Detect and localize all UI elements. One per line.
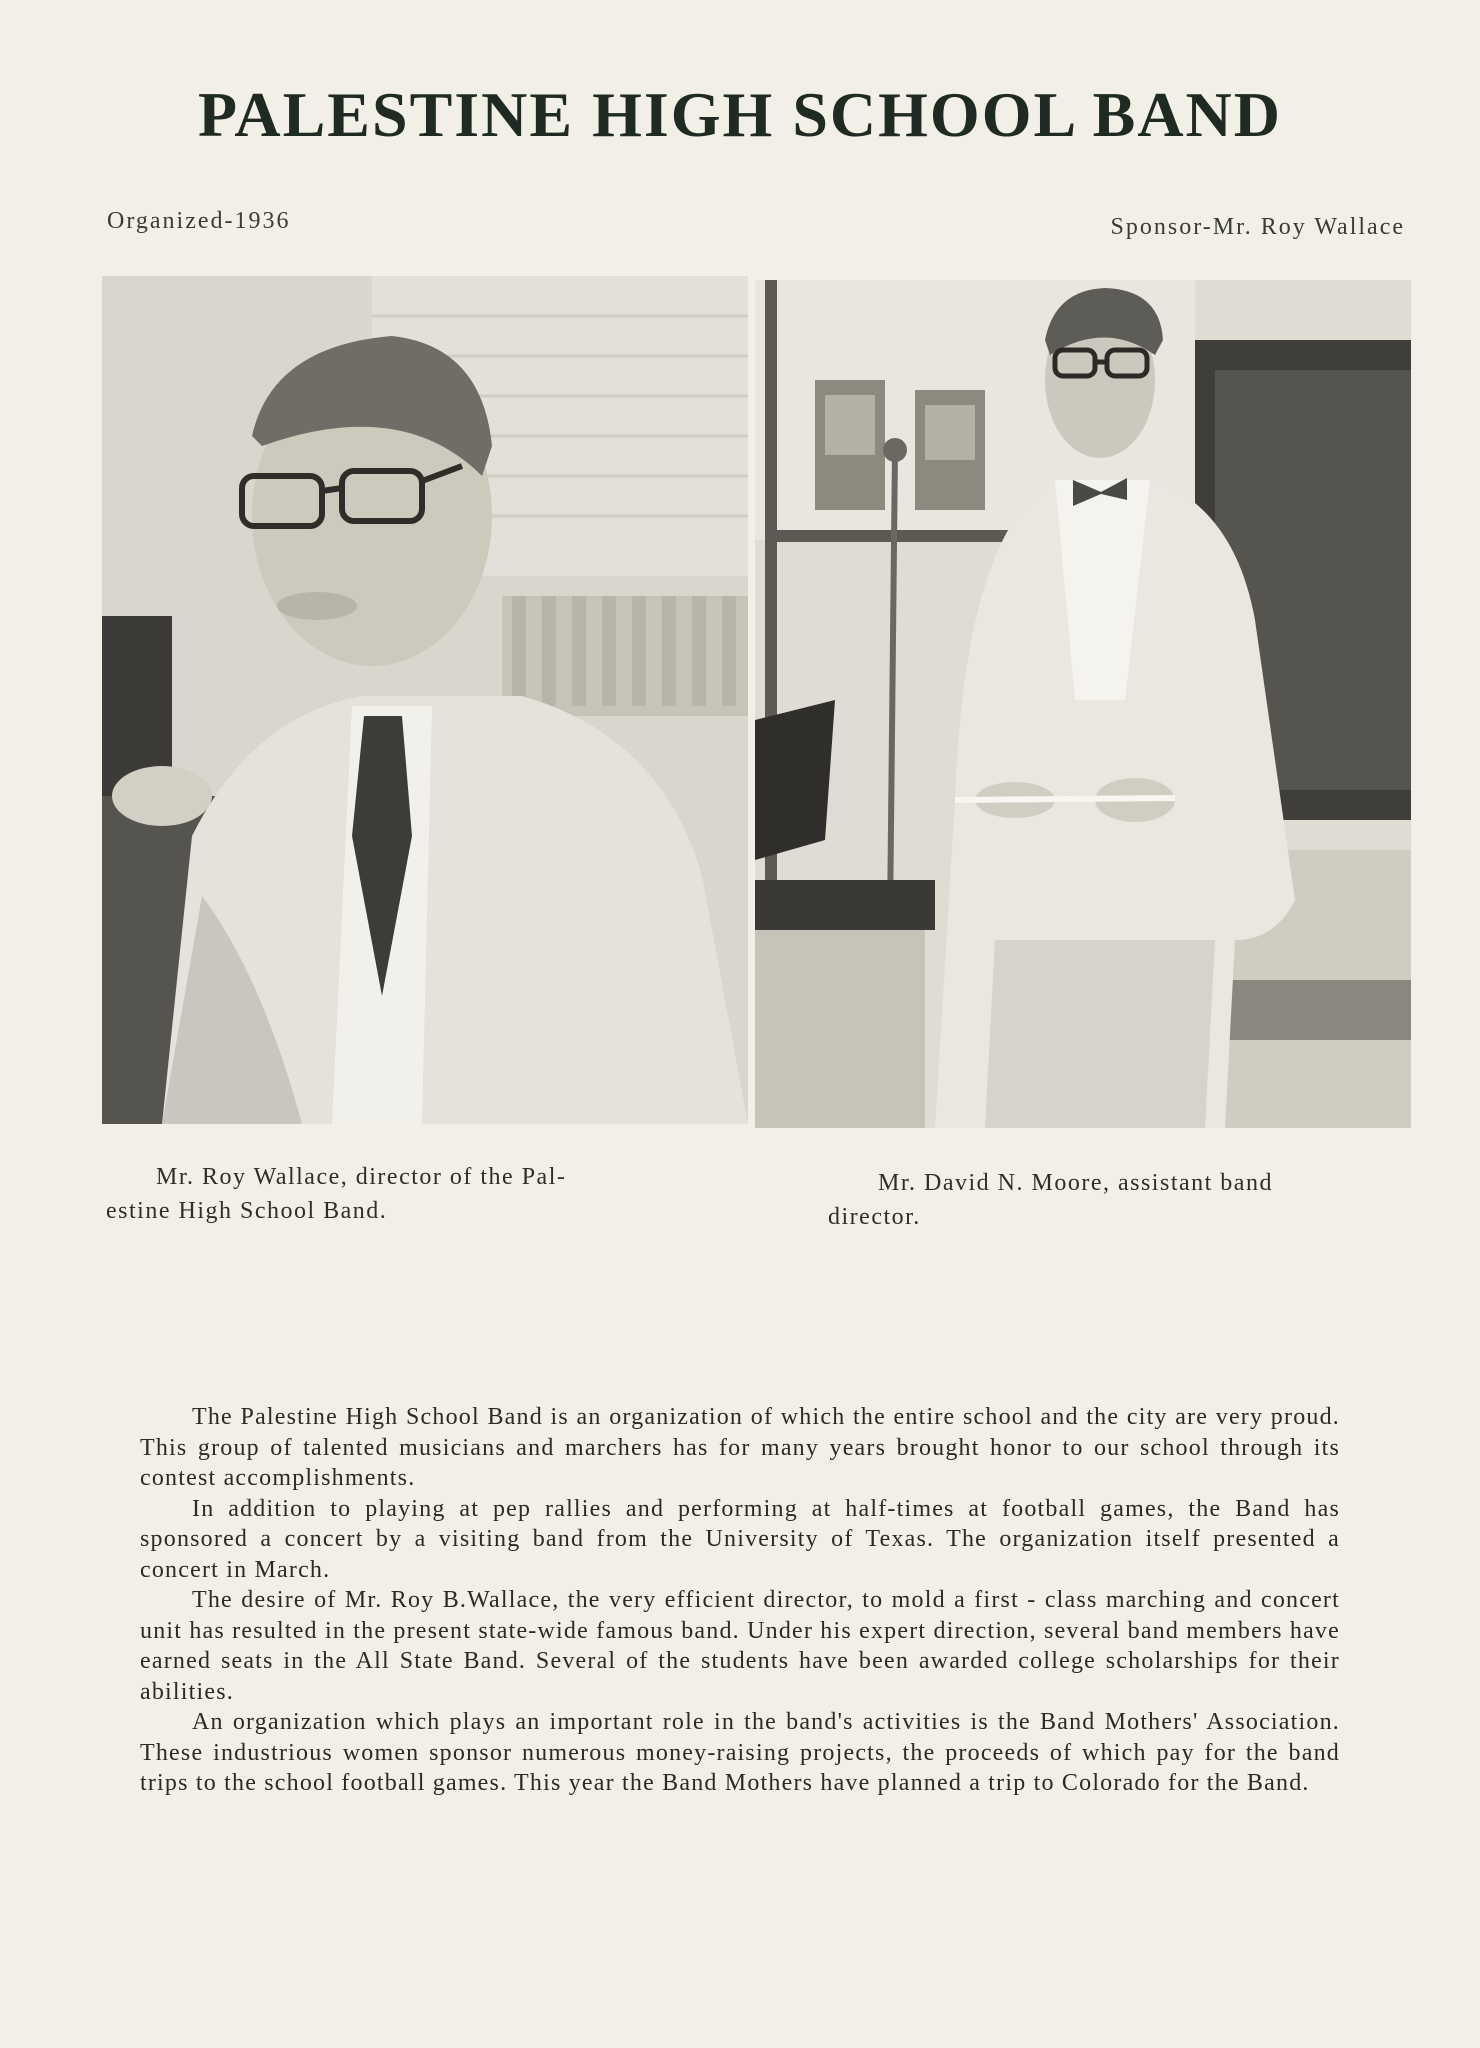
sponsor-line: Sponsor-Mr. Roy Wallace (1110, 214, 1405, 240)
caption-director (106, 1160, 726, 1228)
caption-assistant (828, 1166, 1408, 1234)
paragraph: In addition to playing at pep rallies and performing at half-times at football games, the Band has sponsored a concert by a visiting band from the University of Texas. The organization itself presented a concert in March. (140, 1495, 1340, 1583)
caption-assistant-line2: director. (828, 1204, 921, 1230)
page-title: PALESTINE HIGH SCHOOL BAND (198, 79, 1282, 150)
paragraph: The desire of Mr. Roy B.Wallace, the very efficient director, to mold a first - class marching and concert unit has resulted in the present state-wide famous band. Under his expert direction, several band members have earned seats in the All State Band. Several of the students have been awarded college scholarships for their abilities. (140, 1587, 1340, 1705)
caption-director-line2: estine High School Band. (106, 1198, 388, 1224)
organized-date: Organized-1936 (107, 208, 291, 234)
paragraph: An organization which plays an important role in the band's activities is the Band Mothers' Association. These industrious women sponsor numerous money-raising projects, the proceeds of which pay for the band trips to the school football games. This year the Band Mothers have planned a trip to Colorado for the Band. (140, 1709, 1340, 1796)
caption-director-line1: Mr. Roy Wallace, director of the Pal- (156, 1164, 567, 1190)
band-description (140, 1402, 1340, 1799)
caption-assistant-line1: Mr. David N. Moore, assistant band (878, 1170, 1273, 1196)
photo-assistant-director (755, 280, 1411, 1128)
paragraph: The Palestine High School Band is an organization of which the entire school and the city are very proud. This group of talented musicians and marchers has for many years brought honor to our school through its contest accomplishments. (140, 1404, 1340, 1491)
photo-director (102, 276, 748, 1124)
